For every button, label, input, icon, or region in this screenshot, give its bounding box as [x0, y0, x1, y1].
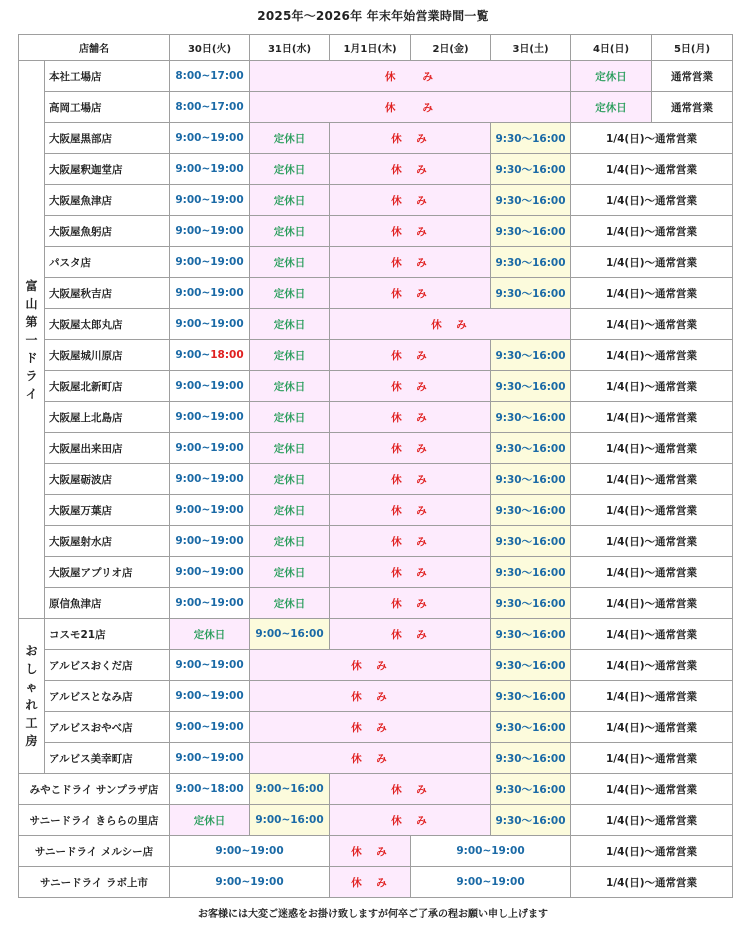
table-row: [19, 216, 733, 247]
hours-cell: 9:00~19:00: [170, 650, 250, 681]
table-row: [19, 278, 733, 309]
short-hours-cell: 9:30～16:00: [491, 619, 571, 650]
closed-cell: 休 み: [330, 123, 491, 154]
resume-cell: 1/4(日)～通常営業: [571, 216, 733, 247]
resume-cell: 1/4(日)～通常営業: [571, 278, 733, 309]
closed-cell: 休 み: [330, 185, 491, 216]
hours-cell: 9:00~19:00: [170, 526, 250, 557]
closed-cell: 休 み: [330, 247, 491, 278]
resume-cell: 1/4(日)～通常営業: [571, 743, 733, 774]
hours-cell: 8:00~17:00: [170, 61, 250, 92]
resume-cell: 1/4(日)～通常営業: [571, 805, 733, 836]
header-jan2: 2日(金): [411, 35, 491, 61]
store-name: 大阪屋魚躬店: [45, 216, 170, 247]
closed-cell: 休 み: [250, 743, 491, 774]
hours-cell: 9:00~19:00: [170, 402, 250, 433]
short-hours-cell: 9:00~16:00: [250, 805, 330, 836]
table-row: [19, 712, 733, 743]
closed-cell: 休 み: [330, 867, 411, 898]
resume-cell: 1/4(日)～通常営業: [571, 464, 733, 495]
store-name: みやこドライ サンプラザ店: [19, 774, 170, 805]
closed-cell: 休 み: [250, 681, 491, 712]
short-hours-cell: 9:30～16:00: [491, 681, 571, 712]
closed-cell: 休 み: [330, 371, 491, 402]
hours-cell: 9:00~19:00: [411, 836, 571, 867]
fixed-holiday-cell: 定休日: [250, 526, 330, 557]
fixed-holiday-cell: 定休日: [250, 247, 330, 278]
table-row: [19, 309, 733, 340]
store-name: 大阪屋万葉店: [45, 495, 170, 526]
store-name: 原信魚津店: [45, 588, 170, 619]
hours-cell: 9:00~19:00: [170, 836, 330, 867]
schedule-table: [18, 34, 733, 898]
fixed-holiday-cell: 定休日: [250, 216, 330, 247]
hours-cell: 9:00~19:00: [170, 557, 250, 588]
hours-cell: 9:00~19:00: [170, 495, 250, 526]
closed-cell: 休 み: [330, 526, 491, 557]
short-hours-cell: 9:00~16:00: [250, 774, 330, 805]
short-hours-cell: 9:30～16:00: [491, 650, 571, 681]
hours-cell: [170, 340, 250, 371]
closed-cell: 休 み: [330, 557, 491, 588]
fixed-holiday-cell: 定休日: [250, 154, 330, 185]
resume-cell: 1/4(日)～通常営業: [571, 495, 733, 526]
header-row: [19, 35, 733, 61]
fixed-holiday-cell: 定休日: [250, 433, 330, 464]
resume-cell: 1/4(日)～通常営業: [571, 650, 733, 681]
short-hours-cell: 9:30～16:00: [491, 774, 571, 805]
hours-cell: 9:00~19:00: [170, 247, 250, 278]
table-row: [19, 402, 733, 433]
fixed-holiday-cell: 定休日: [250, 402, 330, 433]
store-name: 大阪屋釈迦堂店: [45, 154, 170, 185]
header-30: 30日(火): [170, 35, 250, 61]
short-hours-cell: 9:30～16:00: [491, 216, 571, 247]
table-row: [19, 867, 733, 898]
resume-cell: 1/4(日)～通常営業: [571, 340, 733, 371]
hours-cell: 9:00~19:00: [170, 309, 250, 340]
short-hours-cell: 9:30～16:00: [491, 154, 571, 185]
fixed-holiday-cell: 定休日: [571, 92, 652, 123]
closed-cell: 休 み: [250, 650, 491, 681]
store-name: サニードライ メルシー店: [19, 836, 170, 867]
table-row: [19, 371, 733, 402]
short-hours-cell: 9:30～16:00: [491, 588, 571, 619]
closed-cell: 休 み: [330, 309, 571, 340]
resume-cell: 1/4(日)～通常営業: [571, 774, 733, 805]
resume-cell: 1/4(日)～通常営業: [571, 867, 733, 898]
store-name: 大阪屋太郎丸店: [45, 309, 170, 340]
closed-cell: 休 み: [330, 278, 491, 309]
fixed-holiday-cell: 定休日: [250, 464, 330, 495]
store-name: アルビス美幸町店: [45, 743, 170, 774]
fixed-holiday-cell: 定休日: [250, 185, 330, 216]
resume-cell: 1/4(日)～通常営業: [571, 681, 733, 712]
table-row: [19, 247, 733, 278]
table-row: [19, 185, 733, 216]
table-row: [19, 495, 733, 526]
hours-cell: 9:00~19:00: [170, 123, 250, 154]
table-row: [19, 154, 733, 185]
group-oshare: おしゃれ工房: [19, 619, 45, 774]
fixed-holiday-cell: 定休日: [250, 278, 330, 309]
hours-cell: 9:00~18:00: [170, 774, 250, 805]
short-hours-cell: 9:30～16:00: [491, 278, 571, 309]
store-name: 大阪屋城川原店: [45, 340, 170, 371]
hours-cell: 9:00~19:00: [170, 867, 330, 898]
resume-cell: 1/4(日)～通常営業: [571, 371, 733, 402]
table-row: [19, 557, 733, 588]
store-name: アルビスとなみ店: [45, 681, 170, 712]
hours-cell: 9:00~19:00: [170, 371, 250, 402]
store-name: アルビスおくだ店: [45, 650, 170, 681]
closed-cell: 休 み: [330, 402, 491, 433]
group-toyama: 富山第一ドライ: [19, 61, 45, 619]
header-jan3: 3日(土): [491, 35, 571, 61]
resume-cell: 1/4(日)～通常営業: [571, 309, 733, 340]
resume-cell: 1/4(日)～通常営業: [571, 154, 733, 185]
table-row: [19, 433, 733, 464]
fixed-holiday-cell: 定休日: [250, 557, 330, 588]
hours-close-early: 18:00: [210, 349, 244, 361]
short-hours-cell: 9:30～16:00: [491, 371, 571, 402]
normal-cell: 通常営業: [652, 92, 733, 123]
table-row: [19, 619, 733, 650]
hours-cell: 9:00~19:00: [170, 712, 250, 743]
table-row: [19, 743, 733, 774]
short-hours-cell: 9:00~16:00: [250, 619, 330, 650]
store-name: 大阪屋黒部店: [45, 123, 170, 154]
fixed-holiday-cell: 定休日: [250, 495, 330, 526]
store-name: 大阪屋上北島店: [45, 402, 170, 433]
short-hours-cell: 9:30～16:00: [491, 464, 571, 495]
hours-cell: 9:00~19:00: [170, 433, 250, 464]
resume-cell: 1/4(日)～通常営業: [571, 712, 733, 743]
store-name: 大阪屋出来田店: [45, 433, 170, 464]
header-jan1: 1月1日(木): [330, 35, 411, 61]
store-name: 大阪屋アプリオ店: [45, 557, 170, 588]
resume-cell: 1/4(日)～通常営業: [571, 836, 733, 867]
table-row: [19, 92, 733, 123]
closed-cell: 休 み: [250, 92, 571, 123]
hours-cell: 9:00~19:00: [170, 743, 250, 774]
hours-open: 9:00~: [175, 349, 211, 361]
closed-cell: 休 み: [330, 805, 491, 836]
store-name: 大阪屋砺波店: [45, 464, 170, 495]
short-hours-cell: 9:30～16:00: [491, 743, 571, 774]
store-name: アルビスおやべ店: [45, 712, 170, 743]
closed-cell: 休 み: [330, 619, 491, 650]
header-store: 店舗名: [19, 35, 170, 61]
table-row: [19, 681, 733, 712]
page-title: 2025年～2026年 年末年始営業時間一覧: [257, 9, 489, 23]
header-jan5: 5日(月): [652, 35, 733, 61]
short-hours-cell: 9:30～16:00: [491, 185, 571, 216]
hours-cell: 9:00~19:00: [170, 185, 250, 216]
fixed-holiday-cell: 定休日: [250, 340, 330, 371]
table-row: [19, 805, 733, 836]
table-row: [19, 526, 733, 557]
header-31: 31日(水): [250, 35, 330, 61]
resume-cell: 1/4(日)～通常営業: [571, 526, 733, 557]
resume-cell: 1/4(日)～通常営業: [571, 185, 733, 216]
table-row: [19, 61, 733, 92]
resume-cell: 1/4(日)～通常営業: [571, 402, 733, 433]
closed-cell: 休 み: [330, 464, 491, 495]
closed-cell: 休 み: [330, 495, 491, 526]
fixed-holiday-cell: 定休日: [250, 309, 330, 340]
store-name: コスモ21店: [45, 619, 170, 650]
hours-cell: 9:00~19:00: [170, 154, 250, 185]
short-hours-cell: 9:30～16:00: [491, 247, 571, 278]
short-hours-cell: 9:30～16:00: [491, 712, 571, 743]
store-name: パスタ店: [45, 247, 170, 278]
store-name: 大阪屋秋吉店: [45, 278, 170, 309]
short-hours-cell: 9:30～16:00: [491, 340, 571, 371]
resume-cell: 1/4(日)～通常営業: [571, 619, 733, 650]
store-name: 本社工場店: [45, 61, 170, 92]
closed-cell: 休 み: [330, 588, 491, 619]
store-name: サニードライ きららの里店: [19, 805, 170, 836]
footer-note: お客様には大変ご迷惑をお掛け致しますが何卒ご了承の程お願い申し上げます: [198, 909, 548, 920]
store-name: サニードライ ラボ上市: [19, 867, 170, 898]
resume-cell: 1/4(日)～通常営業: [571, 247, 733, 278]
table-row: [19, 774, 733, 805]
fixed-holiday-cell: 定休日: [571, 61, 652, 92]
hours-cell: 9:00~19:00: [170, 464, 250, 495]
table-row: [19, 464, 733, 495]
resume-cell: 1/4(日)～通常営業: [571, 433, 733, 464]
fixed-holiday-cell: 定休日: [250, 123, 330, 154]
fixed-holiday-cell: 定休日: [170, 805, 250, 836]
short-hours-cell: 9:30～16:00: [491, 123, 571, 154]
fixed-holiday-cell: 定休日: [170, 619, 250, 650]
fixed-holiday-cell: 定休日: [250, 371, 330, 402]
short-hours-cell: 9:30～16:00: [491, 557, 571, 588]
hours-cell: 9:00~19:00: [411, 867, 571, 898]
hours-cell: 8:00~17:00: [170, 92, 250, 123]
hours-cell: 9:00~19:00: [170, 278, 250, 309]
table-row: [19, 836, 733, 867]
short-hours-cell: 9:30～16:00: [491, 433, 571, 464]
store-name: 大阪屋北新町店: [45, 371, 170, 402]
resume-cell: 1/4(日)～通常営業: [571, 557, 733, 588]
fixed-holiday-cell: 定休日: [250, 588, 330, 619]
closed-cell: 休 み: [330, 836, 411, 867]
table-row: [19, 650, 733, 681]
header-jan4: 4日(日): [571, 35, 652, 61]
normal-cell: 通常営業: [652, 61, 733, 92]
hours-cell: 9:00~19:00: [170, 216, 250, 247]
table-row: [19, 123, 733, 154]
closed-cell: 休 み: [330, 433, 491, 464]
table-row: [19, 588, 733, 619]
resume-cell: 1/4(日)～通常営業: [571, 123, 733, 154]
short-hours-cell: 9:30～16:00: [491, 805, 571, 836]
hours-cell: 9:00~19:00: [170, 588, 250, 619]
store-name: 大阪屋射水店: [45, 526, 170, 557]
store-name: 高岡工場店: [45, 92, 170, 123]
short-hours-cell: 9:30～16:00: [491, 526, 571, 557]
short-hours-cell: 9:30～16:00: [491, 402, 571, 433]
hours-cell: 9:00~19:00: [170, 681, 250, 712]
closed-cell: 休 み: [330, 154, 491, 185]
resume-cell: 1/4(日)～通常営業: [571, 588, 733, 619]
closed-cell: 休 み: [330, 774, 491, 805]
store-name: 大阪屋魚津店: [45, 185, 170, 216]
closed-cell: 休 み: [250, 712, 491, 743]
short-hours-cell: 9:30～16:00: [491, 495, 571, 526]
closed-cell: 休 み: [330, 216, 491, 247]
closed-cell: 休 み: [330, 340, 491, 371]
table-row: [19, 340, 733, 371]
closed-cell: 休 み: [250, 61, 571, 92]
